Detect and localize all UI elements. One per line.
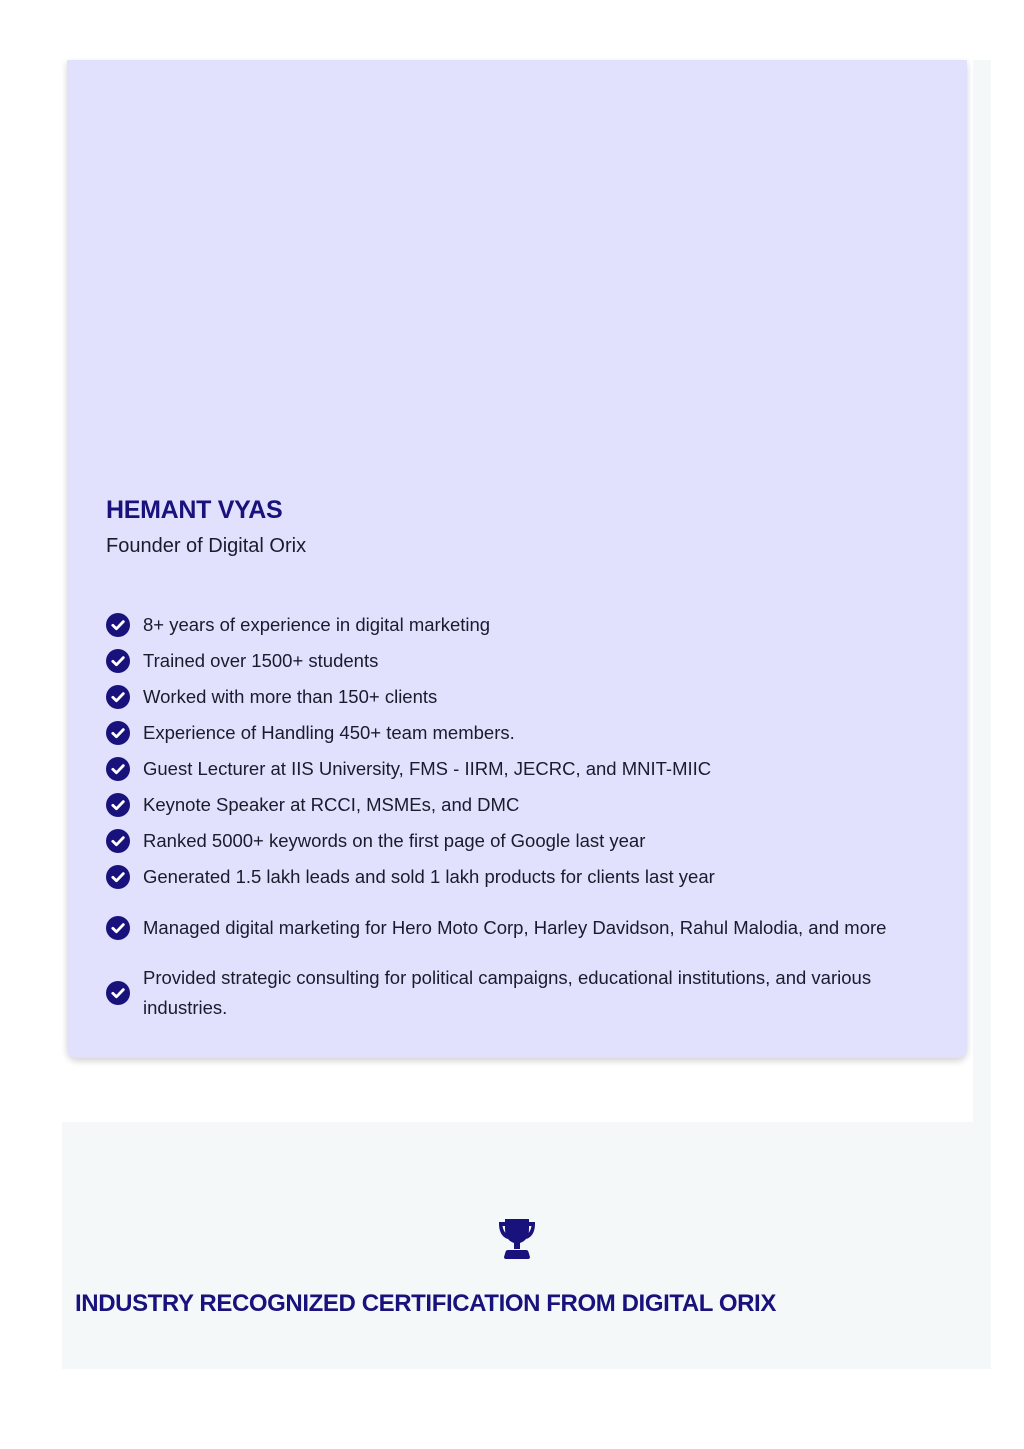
achievement-text: 8+ years of experience in digital marketing [143, 614, 491, 635]
check-circle-icon [106, 916, 130, 940]
certification-section [62, 1122, 991, 1369]
achievement-item [106, 826, 936, 856]
achievement-list [106, 610, 936, 1028]
achievement-text: Provided strategic consulting for political campaigns, educational institutions, and various industries. [143, 967, 872, 1018]
check-circle-icon [106, 981, 130, 1005]
achievement-item [106, 718, 936, 748]
certification-heading: INDUSTRY RECOGNIZED CERTIFICATION FROM DIGITAL ORIX [75, 1290, 776, 1317]
founder-role: Founder of Digital Orix [106, 535, 307, 557]
achievement-text: Keynote Speaker at RCCI, MSMEs, and DMC [143, 794, 520, 815]
achievement-text: Ranked 5000+ keywords on the first page of Google last year [143, 830, 646, 851]
check-circle-icon [106, 829, 130, 853]
achievement-item [106, 682, 936, 712]
check-circle-icon [106, 757, 130, 781]
achievement-text: Generated 1.5 lakh leads and sold 1 lakh products for clients last year [143, 866, 715, 887]
check-circle-icon [106, 865, 130, 889]
achievement-item [106, 790, 936, 820]
profile-photo-area [67, 60, 967, 480]
achievement-item [106, 862, 936, 892]
achievement-text: Trained over 1500+ students [143, 650, 379, 671]
achievement-item [106, 754, 936, 784]
check-circle-icon [106, 649, 130, 673]
achievement-item [106, 610, 936, 640]
achievement-text: Worked with more than 150+ clients [143, 686, 438, 707]
achievement-text: Guest Lecturer at IIS University, FMS - IIRM, JECRC, and MNIT-MIIC [143, 758, 712, 779]
founder-name: HEMANT VYAS [106, 496, 283, 524]
side-panel-background [973, 60, 991, 1122]
trophy-icon [496, 1219, 538, 1259]
check-circle-icon [106, 793, 130, 817]
check-circle-icon [106, 613, 130, 637]
achievement-item [106, 898, 936, 958]
achievement-item [106, 963, 936, 1023]
achievement-text: Managed digital marketing for Hero Moto Corp, Harley Davidson, Rahul Malodia, and more [143, 917, 887, 938]
check-circle-icon [106, 721, 130, 745]
founder-profile-card [67, 60, 967, 1058]
achievement-item [106, 646, 936, 676]
achievement-text: Experience of Handling 450+ team members. [143, 722, 515, 743]
check-circle-icon [106, 685, 130, 709]
